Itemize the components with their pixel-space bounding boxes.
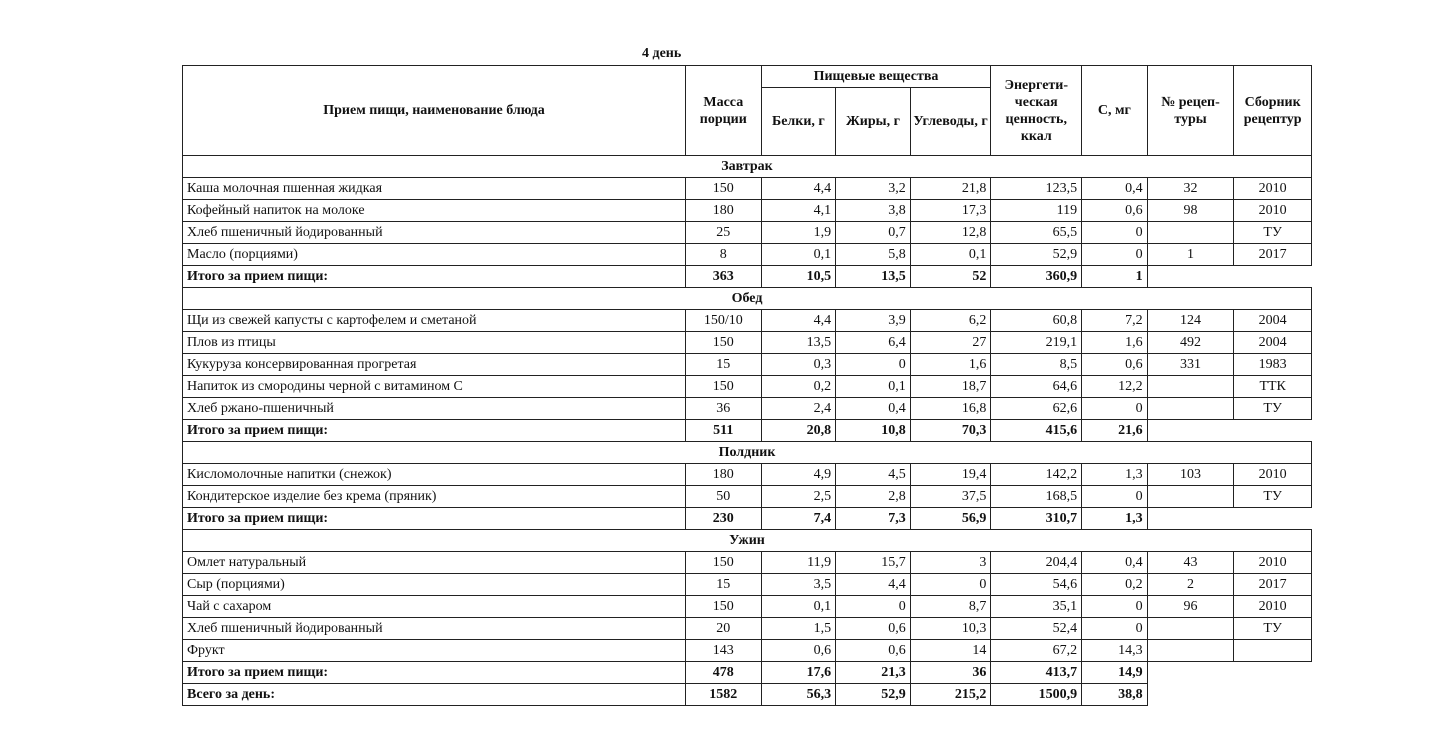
empty-cell xyxy=(1147,420,1311,442)
table-row xyxy=(183,486,1312,508)
section-header xyxy=(183,288,1312,310)
dish-protein: 4,4 xyxy=(761,178,836,200)
dish-collection: ТУ xyxy=(1234,398,1312,420)
dish-vitamin-c: 1,6 xyxy=(1082,332,1148,354)
dish-name: Хлеб пшеничный йодированный xyxy=(183,618,686,640)
dish-protein: 1,9 xyxy=(761,222,836,244)
dish-fat: 0,4 xyxy=(836,398,911,420)
table-row xyxy=(183,596,1312,618)
day-total-row xyxy=(183,684,1312,706)
total-protein: 17,6 xyxy=(761,662,836,684)
dish-energy: 204,4 xyxy=(991,552,1082,574)
total-mass: 230 xyxy=(685,508,761,530)
dish-mass: 20 xyxy=(685,618,761,640)
dish-vitamin-c: 0 xyxy=(1082,244,1148,266)
dish-fat: 4,4 xyxy=(836,574,911,596)
dish-fat: 0 xyxy=(836,354,911,376)
dish-name: Кисломолочные напитки (снежок) xyxy=(183,464,686,486)
table-row xyxy=(183,178,1312,200)
dish-vitamin-c: 1,3 xyxy=(1082,464,1148,486)
empty-cell xyxy=(1147,508,1311,530)
dish-name: Чай с сахаром xyxy=(183,596,686,618)
dish-recipe-no: 43 xyxy=(1147,552,1234,574)
dish-name: Плов из птицы xyxy=(183,332,686,354)
dish-vitamin-c: 7,2 xyxy=(1082,310,1148,332)
total-fat: 10,8 xyxy=(836,420,911,442)
dish-fat: 4,5 xyxy=(836,464,911,486)
total-vitamin-c: 1,3 xyxy=(1082,508,1148,530)
dish-mass: 15 xyxy=(685,574,761,596)
dish-mass: 180 xyxy=(685,464,761,486)
dish-protein: 3,5 xyxy=(761,574,836,596)
dish-energy: 119 xyxy=(991,200,1082,222)
table-row xyxy=(183,222,1312,244)
total-protein: 10,5 xyxy=(761,266,836,288)
dish-fat: 3,9 xyxy=(836,310,911,332)
dish-recipe-no: 98 xyxy=(1147,200,1234,222)
dish-protein: 11,9 xyxy=(761,552,836,574)
section-title: Обед xyxy=(183,288,1312,310)
dish-carbs: 37,5 xyxy=(910,486,991,508)
dish-protein: 0,2 xyxy=(761,376,836,398)
total-energy: 360,9 xyxy=(991,266,1082,288)
dish-fat: 3,8 xyxy=(836,200,911,222)
total-protein: 7,4 xyxy=(761,508,836,530)
total-carbs: 36 xyxy=(910,662,991,684)
dish-collection: ТТК xyxy=(1234,376,1312,398)
total-carbs: 215,2 xyxy=(910,684,991,706)
total-fat: 13,5 xyxy=(836,266,911,288)
dish-fat: 0,6 xyxy=(836,640,911,662)
dish-mass: 143 xyxy=(685,640,761,662)
dish-mass: 8 xyxy=(685,244,761,266)
day-label: 4 день xyxy=(642,46,682,61)
dish-recipe-no: 1 xyxy=(1147,244,1234,266)
dish-recipe-no: 103 xyxy=(1147,464,1234,486)
section-title: Ужин xyxy=(183,530,1312,552)
dish-collection: ТУ xyxy=(1234,222,1312,244)
dish-energy: 8,5 xyxy=(991,354,1082,376)
table-row xyxy=(183,332,1312,354)
dish-collection: 2010 xyxy=(1234,596,1312,618)
meal-total-row xyxy=(183,508,1312,530)
total-mass: 363 xyxy=(685,266,761,288)
dish-carbs: 19,4 xyxy=(910,464,991,486)
table-row xyxy=(183,244,1312,266)
dish-name: Фрукт xyxy=(183,640,686,662)
dish-protein: 2,5 xyxy=(761,486,836,508)
table-row xyxy=(183,354,1312,376)
header-energy: Энергети-ческая ценность, ккал xyxy=(991,66,1082,156)
dish-name: Кондитерское изделие без крема (пряник) xyxy=(183,486,686,508)
meal-total-row xyxy=(183,662,1312,684)
dish-mass: 150/10 xyxy=(685,310,761,332)
dish-vitamin-c: 0,4 xyxy=(1082,552,1148,574)
dish-collection: 2010 xyxy=(1234,552,1312,574)
total-fat: 52,9 xyxy=(836,684,911,706)
total-mass: 511 xyxy=(685,420,761,442)
total-protein: 56,3 xyxy=(761,684,836,706)
dish-vitamin-c: 0,6 xyxy=(1082,354,1148,376)
dish-energy: 52,4 xyxy=(991,618,1082,640)
section-header xyxy=(183,530,1312,552)
dish-recipe-no xyxy=(1147,376,1234,398)
table-row xyxy=(183,200,1312,222)
dish-energy: 64,6 xyxy=(991,376,1082,398)
dish-energy: 62,6 xyxy=(991,398,1082,420)
table-row xyxy=(183,398,1312,420)
dish-protein: 1,5 xyxy=(761,618,836,640)
dish-vitamin-c: 12,2 xyxy=(1082,376,1148,398)
dish-carbs: 10,3 xyxy=(910,618,991,640)
dish-collection: ТУ xyxy=(1234,618,1312,640)
dish-protein: 0,3 xyxy=(761,354,836,376)
dish-fat: 5,8 xyxy=(836,244,911,266)
dish-carbs: 8,7 xyxy=(910,596,991,618)
section-title: Завтрак xyxy=(183,156,1312,178)
header-fat: Жиры, г xyxy=(836,88,911,156)
dish-collection: 2017 xyxy=(1234,244,1312,266)
dish-name: Щи из свежей капусты с картофелем и сметаной xyxy=(183,310,686,332)
dish-mass: 150 xyxy=(685,376,761,398)
dish-protein: 4,9 xyxy=(761,464,836,486)
dish-recipe-no: 2 xyxy=(1147,574,1234,596)
table-row xyxy=(183,464,1312,486)
menu-table xyxy=(182,65,1312,706)
dish-fat: 2,8 xyxy=(836,486,911,508)
dish-vitamin-c: 0 xyxy=(1082,618,1148,640)
dish-energy: 168,5 xyxy=(991,486,1082,508)
dish-fat: 3,2 xyxy=(836,178,911,200)
total-label: Итого за прием пищи: xyxy=(183,420,686,442)
dish-mass: 50 xyxy=(685,486,761,508)
dish-collection: 2010 xyxy=(1234,200,1312,222)
dish-protein: 0,6 xyxy=(761,640,836,662)
dish-vitamin-c: 0 xyxy=(1082,486,1148,508)
total-label: Итого за прием пищи: xyxy=(183,662,686,684)
dish-collection: ТУ xyxy=(1234,486,1312,508)
dish-name: Напиток из смородины черной с витамином С xyxy=(183,376,686,398)
dish-recipe-no xyxy=(1147,640,1234,662)
dish-collection: 2004 xyxy=(1234,332,1312,354)
total-carbs: 52 xyxy=(910,266,991,288)
dish-vitamin-c: 0,2 xyxy=(1082,574,1148,596)
total-vitamin-c: 1 xyxy=(1082,266,1148,288)
dish-recipe-no: 96 xyxy=(1147,596,1234,618)
dish-recipe-no xyxy=(1147,398,1234,420)
total-energy: 1500,9 xyxy=(991,684,1082,706)
dish-name: Омлет натуральный xyxy=(183,552,686,574)
dish-name: Кукуруза консервированная прогретая xyxy=(183,354,686,376)
table-header xyxy=(183,66,1312,156)
dish-mass: 15 xyxy=(685,354,761,376)
dish-recipe-no xyxy=(1147,222,1234,244)
dish-fat: 15,7 xyxy=(836,552,911,574)
dish-vitamin-c: 0,6 xyxy=(1082,200,1148,222)
dish-carbs: 27 xyxy=(910,332,991,354)
header-recipe-no: № рецеп-туры xyxy=(1147,66,1234,156)
dish-protein: 0,1 xyxy=(761,596,836,618)
total-fat: 21,3 xyxy=(836,662,911,684)
dish-protein: 4,1 xyxy=(761,200,836,222)
dish-protein: 4,4 xyxy=(761,310,836,332)
empty-cell xyxy=(1147,662,1311,684)
dish-energy: 54,6 xyxy=(991,574,1082,596)
total-carbs: 56,9 xyxy=(910,508,991,530)
total-label: Всего за день: xyxy=(183,684,686,706)
section-title: Полдник xyxy=(183,442,1312,464)
dish-fat: 0 xyxy=(836,596,911,618)
meal-total-row xyxy=(183,266,1312,288)
total-protein: 20,8 xyxy=(761,420,836,442)
total-label: Итого за прием пищи: xyxy=(183,508,686,530)
dish-carbs: 21,8 xyxy=(910,178,991,200)
total-vitamin-c: 38,8 xyxy=(1082,684,1148,706)
dish-protein: 2,4 xyxy=(761,398,836,420)
dish-vitamin-c: 0 xyxy=(1082,222,1148,244)
dish-name: Хлеб ржано-пшеничный xyxy=(183,398,686,420)
total-energy: 413,7 xyxy=(991,662,1082,684)
dish-carbs: 3 xyxy=(910,552,991,574)
dish-mass: 36 xyxy=(685,398,761,420)
dish-carbs: 12,8 xyxy=(910,222,991,244)
dish-name: Каша молочная пшенная жидкая xyxy=(183,178,686,200)
dish-carbs: 0,1 xyxy=(910,244,991,266)
dish-recipe-no: 331 xyxy=(1147,354,1234,376)
header-name: Прием пищи, наименование блюда xyxy=(183,66,686,156)
empty-cell xyxy=(1147,684,1311,706)
dish-carbs: 6,2 xyxy=(910,310,991,332)
total-vitamin-c: 21,6 xyxy=(1082,420,1148,442)
dish-collection xyxy=(1234,640,1312,662)
total-label: Итого за прием пищи: xyxy=(183,266,686,288)
meal-total-row xyxy=(183,420,1312,442)
dish-carbs: 17,3 xyxy=(910,200,991,222)
dish-energy: 65,5 xyxy=(991,222,1082,244)
header-protein: Белки, г xyxy=(761,88,836,156)
total-mass: 478 xyxy=(685,662,761,684)
dish-mass: 25 xyxy=(685,222,761,244)
total-energy: 415,6 xyxy=(991,420,1082,442)
total-energy: 310,7 xyxy=(991,508,1082,530)
dish-carbs: 0 xyxy=(910,574,991,596)
dish-recipe-no: 124 xyxy=(1147,310,1234,332)
dish-mass: 150 xyxy=(685,596,761,618)
dish-collection: 1983 xyxy=(1234,354,1312,376)
dish-collection: 2010 xyxy=(1234,464,1312,486)
dish-mass: 150 xyxy=(685,178,761,200)
total-vitamin-c: 14,9 xyxy=(1082,662,1148,684)
dish-collection: 2010 xyxy=(1234,178,1312,200)
dish-energy: 142,2 xyxy=(991,464,1082,486)
dish-protein: 13,5 xyxy=(761,332,836,354)
dish-energy: 219,1 xyxy=(991,332,1082,354)
header-carbs: Углеводы, г xyxy=(910,88,991,156)
table-row xyxy=(183,574,1312,596)
dish-name: Масло (порциями) xyxy=(183,244,686,266)
dish-carbs: 14 xyxy=(910,640,991,662)
header-vitamin-c: С, мг xyxy=(1082,66,1148,156)
table-row xyxy=(183,310,1312,332)
dish-energy: 60,8 xyxy=(991,310,1082,332)
table-row xyxy=(183,552,1312,574)
dish-name: Кофейный напиток на молоке xyxy=(183,200,686,222)
total-fat: 7,3 xyxy=(836,508,911,530)
table-row xyxy=(183,640,1312,662)
dish-collection: 2004 xyxy=(1234,310,1312,332)
dish-fat: 0,6 xyxy=(836,618,911,640)
header-mass: Масса порции xyxy=(685,66,761,156)
dish-energy: 52,9 xyxy=(991,244,1082,266)
dish-energy: 67,2 xyxy=(991,640,1082,662)
table-row xyxy=(183,376,1312,398)
dish-vitamin-c: 0,4 xyxy=(1082,178,1148,200)
dish-name: Сыр (порциями) xyxy=(183,574,686,596)
dish-recipe-no: 492 xyxy=(1147,332,1234,354)
dish-carbs: 16,8 xyxy=(910,398,991,420)
dish-mass: 150 xyxy=(685,332,761,354)
table-row xyxy=(183,618,1312,640)
dish-vitamin-c: 0 xyxy=(1082,398,1148,420)
dish-collection: 2017 xyxy=(1234,574,1312,596)
dish-mass: 150 xyxy=(685,552,761,574)
dish-recipe-no xyxy=(1147,486,1234,508)
dish-vitamin-c: 14,3 xyxy=(1082,640,1148,662)
dish-vitamin-c: 0 xyxy=(1082,596,1148,618)
table-body xyxy=(183,156,1312,706)
empty-cell xyxy=(1147,266,1311,288)
total-carbs: 70,3 xyxy=(910,420,991,442)
dish-recipe-no: 32 xyxy=(1147,178,1234,200)
total-mass: 1582 xyxy=(685,684,761,706)
dish-name: Хлеб пшеничный йодированный xyxy=(183,222,686,244)
dish-fat: 0,1 xyxy=(836,376,911,398)
dish-carbs: 1,6 xyxy=(910,354,991,376)
header-collection: Сборник рецептур xyxy=(1234,66,1312,156)
dish-mass: 180 xyxy=(685,200,761,222)
dish-energy: 35,1 xyxy=(991,596,1082,618)
section-header xyxy=(183,442,1312,464)
dish-recipe-no xyxy=(1147,618,1234,640)
header-nutrients: Пищевые вещества xyxy=(761,66,991,88)
section-header xyxy=(183,156,1312,178)
dish-energy: 123,5 xyxy=(991,178,1082,200)
dish-carbs: 18,7 xyxy=(910,376,991,398)
dish-fat: 6,4 xyxy=(836,332,911,354)
dish-fat: 0,7 xyxy=(836,222,911,244)
dish-protein: 0,1 xyxy=(761,244,836,266)
